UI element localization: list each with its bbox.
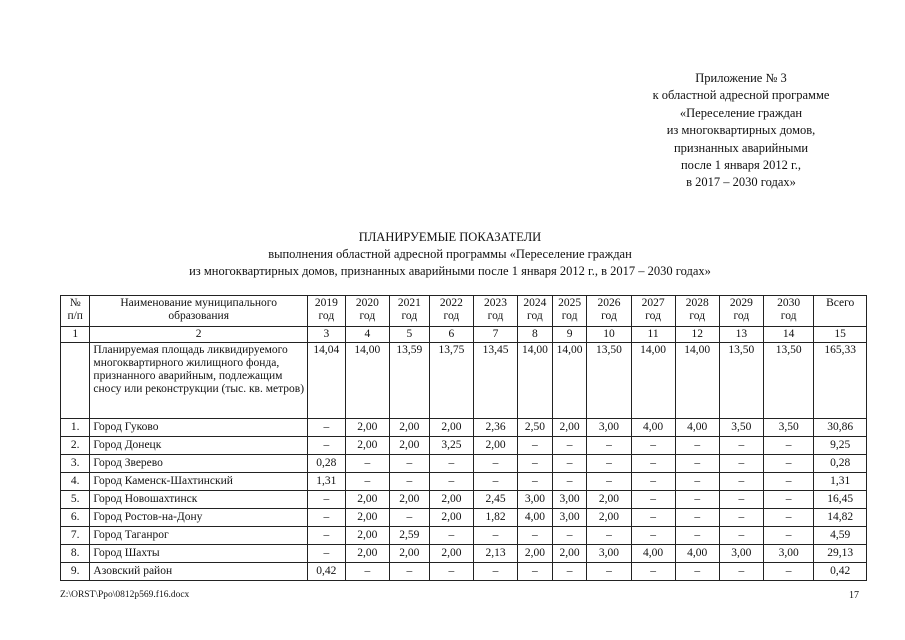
- value-cell: 3,00: [518, 490, 553, 508]
- title-subline: выполнения областной адресной программы «Переселение граждан: [268, 247, 632, 261]
- row-number: 2.: [61, 436, 90, 454]
- header-total: Всего: [814, 296, 867, 327]
- appendix-line: к областной адресной программе: [652, 88, 830, 103]
- value-cell: –: [719, 562, 763, 580]
- appendix-line: в 2017 – 2030 годах»: [686, 175, 796, 190]
- value-cell: 3,00: [719, 544, 763, 562]
- value-cell: 2,00: [345, 418, 389, 436]
- value-cell: –: [631, 472, 675, 490]
- value-cell: 14,00: [552, 342, 587, 418]
- column-number-cell: 13: [719, 327, 763, 343]
- municipality-name: Город Ростов-на-Дону: [90, 508, 308, 526]
- indicators-table: [60, 295, 867, 581]
- value-cell: –: [518, 562, 553, 580]
- column-number-cell: 5: [389, 327, 429, 343]
- row-number: 3.: [61, 454, 90, 472]
- value-cell: –: [345, 562, 389, 580]
- municipality-name: Город Таганрог: [90, 526, 308, 544]
- value-cell: –: [719, 472, 763, 490]
- header-year: 2019 год: [307, 296, 345, 327]
- appendix-line: Приложение № 3: [695, 71, 787, 85]
- table-row: [61, 508, 867, 526]
- value-cell: –: [473, 472, 517, 490]
- table-row: [61, 418, 867, 436]
- value-cell: 13,50: [719, 342, 763, 418]
- value-cell: 3,50: [719, 418, 763, 436]
- value-cell: –: [552, 436, 587, 454]
- row-number: 6.: [61, 508, 90, 526]
- municipality-name: Город Донецк: [90, 436, 308, 454]
- column-number-cell: 4: [345, 327, 389, 343]
- appendix-line: из многоквартирных домов,: [666, 123, 816, 138]
- value-cell: –: [719, 490, 763, 508]
- value-cell: 4,00: [675, 544, 719, 562]
- column-number-cell: 8: [518, 327, 553, 343]
- value-cell: 13,45: [473, 342, 517, 418]
- value-cell: –: [719, 526, 763, 544]
- header-year: 2026 год: [587, 296, 631, 327]
- value-cell: –: [763, 526, 813, 544]
- value-cell: –: [552, 562, 587, 580]
- value-cell: –: [675, 472, 719, 490]
- value-cell: 16,45: [814, 490, 867, 508]
- column-number-cell: 6: [429, 327, 473, 343]
- value-cell: –: [429, 562, 473, 580]
- row-number: 8.: [61, 544, 90, 562]
- value-cell: –: [518, 472, 553, 490]
- value-cell: –: [631, 454, 675, 472]
- value-cell: –: [763, 454, 813, 472]
- value-cell: 165,33: [814, 342, 867, 418]
- header-year: 2027 год: [631, 296, 675, 327]
- value-cell: –: [429, 454, 473, 472]
- value-cell: –: [631, 508, 675, 526]
- value-cell: 13,75: [429, 342, 473, 418]
- value-cell: 3,50: [763, 418, 813, 436]
- value-cell: –: [345, 454, 389, 472]
- row-number: 7.: [61, 526, 90, 544]
- value-cell: 2,00: [389, 544, 429, 562]
- value-cell: 2,59: [389, 526, 429, 544]
- municipality-name: Азовский район: [90, 562, 308, 580]
- header-year: 2023 год: [473, 296, 517, 327]
- value-cell: 4,00: [675, 418, 719, 436]
- value-cell: –: [552, 526, 587, 544]
- value-cell: 14,82: [814, 508, 867, 526]
- area-row: [61, 342, 867, 418]
- value-cell: –: [719, 454, 763, 472]
- value-cell: 14,00: [345, 342, 389, 418]
- value-cell: –: [763, 562, 813, 580]
- value-cell: 0,28: [307, 454, 345, 472]
- appendix-line: после 1 января 2012 г.,: [680, 158, 802, 173]
- empty-cell: [61, 342, 90, 418]
- value-cell: 2,00: [518, 544, 553, 562]
- value-cell: 4,59: [814, 526, 867, 544]
- table-row: [61, 544, 867, 562]
- value-cell: 14,04: [307, 342, 345, 418]
- row-number: 5.: [61, 490, 90, 508]
- value-cell: –: [675, 454, 719, 472]
- value-cell: 2,00: [429, 490, 473, 508]
- value-cell: 2,13: [473, 544, 517, 562]
- column-number-cell: 12: [675, 327, 719, 343]
- column-number-cell: 3: [307, 327, 345, 343]
- value-cell: –: [587, 454, 631, 472]
- value-cell: –: [473, 454, 517, 472]
- value-cell: 13,50: [763, 342, 813, 418]
- value-cell: 3,00: [552, 508, 587, 526]
- value-cell: –: [763, 436, 813, 454]
- value-cell: –: [719, 436, 763, 454]
- value-cell: –: [473, 562, 517, 580]
- header-num: № п/п: [61, 296, 90, 327]
- column-numbers-row: [61, 327, 867, 343]
- header-year: 2025 год: [552, 296, 587, 327]
- value-cell: 2,00: [389, 436, 429, 454]
- value-cell: 2,00: [473, 436, 517, 454]
- header-year: 2028 год: [675, 296, 719, 327]
- value-cell: –: [429, 526, 473, 544]
- value-cell: –: [307, 490, 345, 508]
- document-title: [100, 229, 800, 280]
- table-header-row: [61, 296, 867, 327]
- value-cell: 13,50: [587, 342, 631, 418]
- header-year: 2030 год: [763, 296, 813, 327]
- area-label: Планируемая площадь ликвидируемого многоквартирного жилищного фонда, признанного аварийным, подлежащим сносу или реконструкции (тыс. кв. метров): [90, 342, 308, 418]
- municipality-name: Город Гуково: [90, 418, 308, 436]
- column-number-cell: 2: [90, 327, 308, 343]
- value-cell: 1,82: [473, 508, 517, 526]
- appendix-note: [606, 70, 876, 192]
- value-cell: 2,36: [473, 418, 517, 436]
- municipality-name: Город Новошахтинск: [90, 490, 308, 508]
- value-cell: 9,25: [814, 436, 867, 454]
- title-heading: ПЛАНИРУЕМЫЕ ПОКАЗАТЕЛИ: [358, 230, 542, 244]
- value-cell: 2,00: [345, 544, 389, 562]
- value-cell: –: [389, 508, 429, 526]
- value-cell: –: [345, 472, 389, 490]
- value-cell: 4,00: [631, 544, 675, 562]
- row-number: 9.: [61, 562, 90, 580]
- value-cell: –: [307, 508, 345, 526]
- value-cell: 14,00: [518, 342, 553, 418]
- header-year: 2029 год: [719, 296, 763, 327]
- value-cell: –: [675, 490, 719, 508]
- value-cell: 2,00: [552, 544, 587, 562]
- value-cell: 3,00: [587, 418, 631, 436]
- value-cell: –: [675, 436, 719, 454]
- value-cell: –: [307, 418, 345, 436]
- value-cell: 3,00: [552, 490, 587, 508]
- table-row: [61, 472, 867, 490]
- value-cell: 2,00: [587, 490, 631, 508]
- value-cell: –: [429, 472, 473, 490]
- value-cell: –: [587, 526, 631, 544]
- municipality-name: Город Шахты: [90, 544, 308, 562]
- header-year: 2020 год: [345, 296, 389, 327]
- value-cell: 2,45: [473, 490, 517, 508]
- value-cell: 1,31: [814, 472, 867, 490]
- value-cell: –: [389, 562, 429, 580]
- value-cell: 3,00: [763, 544, 813, 562]
- value-cell: –: [552, 472, 587, 490]
- row-number: 1.: [61, 418, 90, 436]
- header-year: 2022 год: [429, 296, 473, 327]
- value-cell: 0,28: [814, 454, 867, 472]
- value-cell: 2,00: [429, 508, 473, 526]
- value-cell: 2,00: [429, 544, 473, 562]
- table-row: [61, 562, 867, 580]
- value-cell: –: [518, 436, 553, 454]
- value-cell: 2,00: [552, 418, 587, 436]
- value-cell: –: [719, 508, 763, 526]
- value-cell: 2,50: [518, 418, 553, 436]
- table-row: [61, 526, 867, 544]
- row-number: 4.: [61, 472, 90, 490]
- column-number-cell: 15: [814, 327, 867, 343]
- value-cell: 30,86: [814, 418, 867, 436]
- value-cell: 3,00: [587, 544, 631, 562]
- appendix-line: признанных аварийными: [673, 140, 809, 155]
- column-number-cell: 11: [631, 327, 675, 343]
- value-cell: –: [631, 436, 675, 454]
- value-cell: –: [631, 526, 675, 544]
- header-year: 2024 год: [518, 296, 553, 327]
- column-number-cell: 14: [763, 327, 813, 343]
- value-cell: 2,00: [345, 490, 389, 508]
- value-cell: 3,25: [429, 436, 473, 454]
- header-name: Наименование муниципального образования: [90, 296, 308, 327]
- value-cell: 0,42: [307, 562, 345, 580]
- value-cell: 2,00: [389, 490, 429, 508]
- value-cell: 29,13: [814, 544, 867, 562]
- title-subline: из многоквартирных домов, признанных аварийными после 1 января 2012 г., в 2017 – 2030 годах»: [189, 264, 711, 278]
- value-cell: 2,00: [345, 526, 389, 544]
- value-cell: –: [763, 508, 813, 526]
- value-cell: –: [675, 526, 719, 544]
- value-cell: –: [307, 436, 345, 454]
- page-number: 17: [849, 590, 859, 601]
- value-cell: 14,00: [675, 342, 719, 418]
- column-number-cell: 7: [473, 327, 517, 343]
- value-cell: 2,00: [587, 508, 631, 526]
- table-row: [61, 490, 867, 508]
- column-number-cell: 10: [587, 327, 631, 343]
- value-cell: –: [518, 454, 553, 472]
- value-cell: –: [389, 472, 429, 490]
- value-cell: –: [307, 544, 345, 562]
- value-cell: 1,31: [307, 472, 345, 490]
- municipality-name: Город Каменск-Шахтинский: [90, 472, 308, 490]
- value-cell: –: [552, 454, 587, 472]
- value-cell: 14,00: [631, 342, 675, 418]
- value-cell: –: [307, 526, 345, 544]
- table-row: [61, 436, 867, 454]
- value-cell: 4,00: [631, 418, 675, 436]
- value-cell: 2,00: [389, 418, 429, 436]
- value-cell: –: [675, 562, 719, 580]
- value-cell: –: [473, 526, 517, 544]
- value-cell: –: [631, 490, 675, 508]
- value-cell: 2,00: [345, 508, 389, 526]
- footer-file-path: Z:\ORST\Ppo\0812p569.f16.docx: [60, 590, 190, 600]
- value-cell: –: [389, 454, 429, 472]
- appendix-line: «Переселение граждан: [679, 105, 803, 120]
- value-cell: –: [763, 490, 813, 508]
- table-row: [61, 454, 867, 472]
- value-cell: –: [675, 508, 719, 526]
- value-cell: 13,59: [389, 342, 429, 418]
- value-cell: –: [763, 472, 813, 490]
- value-cell: –: [587, 562, 631, 580]
- header-year: 2021 год: [389, 296, 429, 327]
- column-number-cell: 1: [61, 327, 90, 343]
- column-number-cell: 9: [552, 327, 587, 343]
- value-cell: –: [518, 526, 553, 544]
- value-cell: 4,00: [518, 508, 553, 526]
- municipality-name: Город Зверево: [90, 454, 308, 472]
- value-cell: –: [587, 472, 631, 490]
- value-cell: –: [631, 562, 675, 580]
- value-cell: 0,42: [814, 562, 867, 580]
- value-cell: 2,00: [345, 436, 389, 454]
- value-cell: –: [587, 436, 631, 454]
- value-cell: 2,00: [429, 418, 473, 436]
